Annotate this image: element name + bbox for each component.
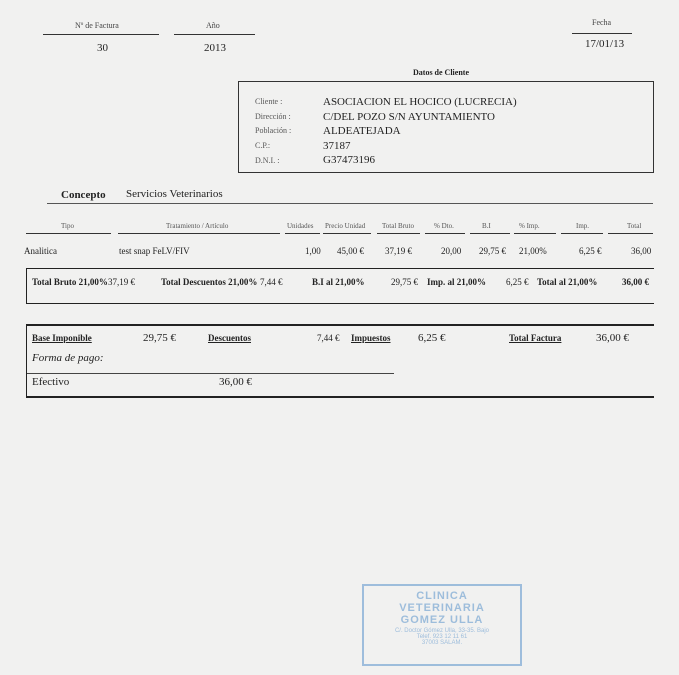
cell-unidades: 1,00 xyxy=(305,246,321,256)
bi-label: B.I al 21,00% xyxy=(312,277,365,287)
payment-method: Efectivo xyxy=(32,376,70,388)
total-al-label: Total al 21,00% xyxy=(537,277,598,287)
divider xyxy=(27,373,394,374)
date-label: Fecha xyxy=(592,18,612,27)
invoice-number: 30 xyxy=(97,42,108,54)
address-label: Dirección : xyxy=(255,112,291,121)
cell-bruto: 37,19 € xyxy=(385,246,412,256)
total-bruto-label: Total Bruto 21,00% xyxy=(32,277,108,287)
total-factura-value: 36,00 € xyxy=(596,332,629,344)
concept-value: Servicios Veterinarios xyxy=(126,188,223,200)
header-underline xyxy=(514,233,556,234)
header-underline xyxy=(561,233,603,234)
imp-label: Imp. al 21,00% xyxy=(427,277,487,287)
town-label: Población : xyxy=(255,126,292,135)
col-header-pimp: % Imp. xyxy=(519,222,540,230)
year-value: 2013 xyxy=(204,42,226,54)
col-header-tratamiento: Tratamiento / Artículo xyxy=(166,222,229,230)
header-underline xyxy=(608,233,653,234)
cell-pimp: 21,00% xyxy=(519,246,547,256)
imp-value: 6,25 € xyxy=(506,277,529,287)
stamp-line: CLINICA xyxy=(416,590,468,602)
cell-imp: 6,25 € xyxy=(579,246,602,256)
stamp-line: GOMEZ ULLA xyxy=(400,614,484,626)
divider xyxy=(43,34,159,35)
cell-bi: 29,75 € xyxy=(479,246,506,256)
header-underline xyxy=(118,233,280,234)
col-header-dto: % Dto. xyxy=(434,222,454,230)
stamp-line: 37003 SALAM. xyxy=(421,640,463,646)
address-value: C/DEL POZO S/N AYUNTAMIENTO xyxy=(323,111,495,123)
base-imponible-label: Base Imponible xyxy=(32,333,92,343)
header-underline xyxy=(285,233,320,234)
client-box xyxy=(238,81,654,173)
cell-dto: 20,00 xyxy=(441,246,462,256)
header-underline xyxy=(377,233,420,234)
client-label: Cliente : xyxy=(255,97,283,106)
total-descuentos-label: Total Descuentos 21,00% xyxy=(161,277,258,287)
col-header-bi: B.I xyxy=(482,222,491,230)
header-underline xyxy=(470,233,510,234)
col-header-tipo: Tipo xyxy=(61,222,74,230)
bi-value: 29,75 € xyxy=(391,277,418,287)
stamp-line: Telef. 923 12 11 61 xyxy=(416,634,468,640)
impuestos-value: 6,25 € xyxy=(418,332,446,344)
town-value: ALDEATEJADA xyxy=(323,125,401,137)
total-factura-label: Total Factura xyxy=(509,333,562,343)
cell-tratamiento: test snap FeLV/FIV xyxy=(119,246,190,256)
dni-value: G37473196 xyxy=(323,154,375,166)
header-underline xyxy=(26,233,111,234)
postcode-label: C.P.: xyxy=(255,141,271,150)
descuentos-value: 7,44 € xyxy=(317,333,340,343)
header-underline xyxy=(425,233,465,234)
col-header-precio: Precio Unidad xyxy=(325,222,366,230)
client-name: ASOCIACION EL HOCICO (LUCRECIA) xyxy=(323,96,517,108)
cell-precio: 45,00 € xyxy=(337,246,364,256)
payment-amount: 36,00 € xyxy=(219,376,252,388)
header-underline xyxy=(323,233,371,234)
descuentos-label: Descuentos xyxy=(208,333,251,343)
divider xyxy=(174,34,255,35)
payment-label: Forma de pago: xyxy=(32,352,104,364)
divider xyxy=(572,33,632,34)
invoice-number-label: Nº de Factura xyxy=(75,21,119,30)
postcode-value: 37187 xyxy=(323,140,351,152)
divider xyxy=(47,203,653,204)
stamp-line: VETERINARIA xyxy=(399,602,485,614)
cell-tipo: Analitica xyxy=(24,246,57,256)
year-label: Año xyxy=(206,21,220,30)
total-al-value: 36,00 € xyxy=(622,277,649,287)
col-header-unidades: Unidades xyxy=(287,222,314,230)
cell-total: 36,00 xyxy=(631,246,652,256)
col-header-bruto: Total Bruto xyxy=(382,222,414,230)
base-imponible-value: 29,75 € xyxy=(143,332,176,344)
client-section-title: Datos de Cliente xyxy=(413,68,469,77)
total-descuentos-value: 7,44 € xyxy=(260,277,283,287)
dni-label: D.N.I. : xyxy=(255,156,280,165)
impuestos-label: Impuestos xyxy=(351,333,391,343)
total-bruto-value: 37,19 € xyxy=(108,277,135,287)
concept-label: Concepto xyxy=(61,189,106,201)
col-header-total: Total xyxy=(627,222,642,230)
stamp-line: C/. Doctor Gómez Ulla, 33-35. Bajo xyxy=(394,628,490,634)
clinic-stamp xyxy=(362,584,522,666)
date-value: 17/01/13 xyxy=(585,38,625,50)
col-header-imp: Imp. xyxy=(576,222,590,230)
